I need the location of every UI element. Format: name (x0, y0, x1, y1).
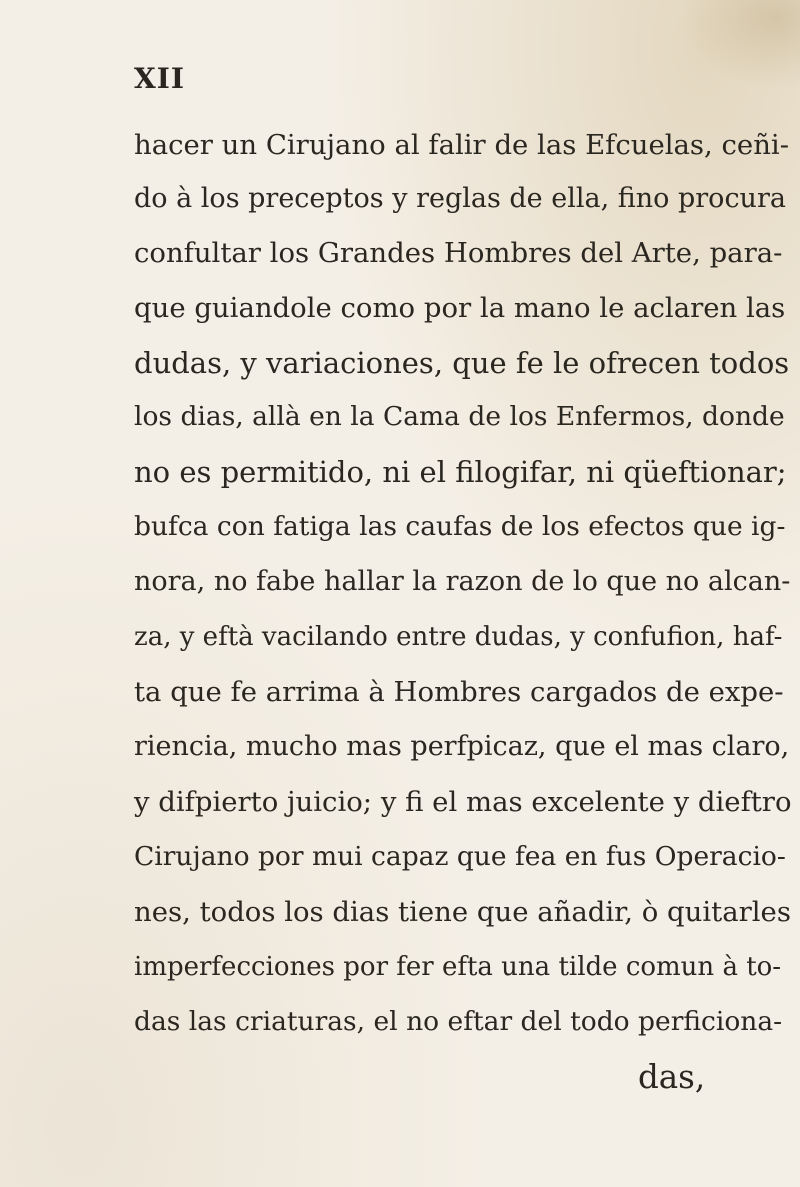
text-line-3: confultar los Grandes Hombres del Arte, para- (134, 237, 783, 269)
text-line-7: no es permitido, ni el filogifar, ni qüeftionar; (134, 455, 787, 489)
text-line-17: das las criaturas, el no eftar del todo perficiona- (134, 1006, 783, 1037)
paper-stain (680, 0, 800, 90)
text-line-16: imperfecciones por fer efta una tilde comun à to- (134, 952, 782, 982)
page-number: XII (134, 62, 185, 95)
text-line-2: do à los preceptos y reglas de ella, fino procura (134, 183, 786, 214)
text-line-15: nes, todos los dias tiene que añadir, ò quitarles (134, 896, 791, 928)
text-line-4: que guiandole como por la mano le aclaren las (134, 292, 786, 324)
text-line-14: Cirujano por mui capaz que fea en fus Operacio- (134, 841, 786, 872)
text-line-9: nora, no fabe hallar la razon de lo que no alcan- (134, 566, 791, 597)
text-line-1: hacer un Cirujano al falir de las Efcuelas, ceñi- (134, 129, 790, 161)
text-line-5: dudas, y variaciones, que fe le ofrecen todos (134, 346, 790, 380)
text-line-13: y difpierto juicio; y fi el mas excelente y dieftro (134, 786, 792, 818)
catchword: das, (638, 1058, 706, 1096)
text-line-11: ta que fe arrima à Hombres cargados de expe- (134, 676, 784, 708)
text-line-12: riencia, mucho mas perfpicaz, que el mas claro, (134, 731, 790, 762)
text-line-8: bufca con fatiga las caufas de los efectos que ig- (134, 511, 786, 542)
text-line-10: za, y eftà vacilando entre dudas, y confufion, haf- (134, 622, 783, 652)
text-line-6: los dias, allà en la Cama de los Enfermos, donde (134, 401, 785, 432)
